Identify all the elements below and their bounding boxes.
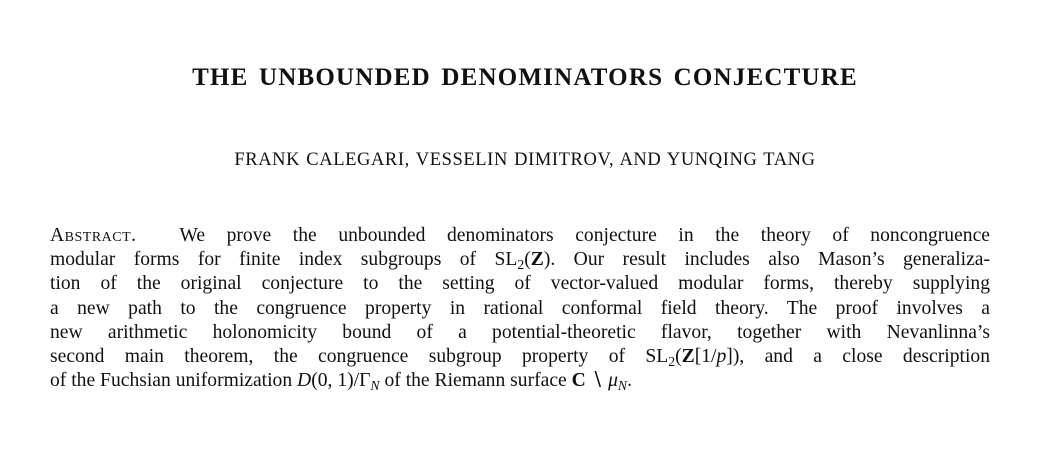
math-d01-gamma-n: D(0, $1)/\Gamma_N$ bbox=[297, 370, 380, 394]
math-sl2z1p: $SL_2(Z[1/p])$ bbox=[645, 346, 740, 370]
abstract-line bbox=[50, 369, 990, 393]
abstract-text: a new path to the congruence property in rational conformal field theory. The proof involves a bbox=[50, 297, 990, 319]
abstract-line bbox=[50, 248, 990, 272]
abstract-line bbox=[50, 297, 990, 321]
paper-authors: FRANK CALEGARI, VESSELIN DIMITROV, AND YUNQING TANG bbox=[234, 150, 816, 170]
abstract-line bbox=[50, 321, 990, 345]
abstract-line bbox=[50, 272, 990, 296]
abstract-text: of the Fuchsian uniformization bbox=[50, 370, 298, 392]
abstract-text: tion of the original conjecture to the setting of vector-valued modular forms, thereby supplying bbox=[50, 273, 990, 295]
abstract-text: . bbox=[627, 370, 632, 392]
abstract-text: modular forms for finite index subgroups of bbox=[50, 249, 495, 271]
paper-abstract bbox=[50, 224, 990, 393]
abstract-label: Abstract. bbox=[50, 225, 137, 246]
abstract-line bbox=[50, 345, 990, 369]
abstract-text: We prove the unbounded denominators conjecture in the theory of noncongruence bbox=[179, 225, 990, 246]
math-sl2z: $SL_2(Z)$ bbox=[494, 249, 551, 273]
math-c-minus-mu-n: C ∖ $\mu_N$ bbox=[571, 370, 628, 394]
abstract-line bbox=[50, 224, 990, 248]
abstract-text: , and a close description bbox=[739, 346, 990, 368]
abstract-text: of the Riemann surface bbox=[379, 370, 572, 392]
paper-title: THE UNBOUNDED DENOMINATORS CONJECTURE bbox=[192, 64, 858, 91]
abstract-text: new arithmetic holonomicity bound of a potential-theoretic flavor, together with Nevanlinna’s bbox=[50, 321, 990, 343]
abstract-text: . Our result includes also Mason’s generaliza- bbox=[550, 249, 990, 271]
abstract-text: second main theorem, the congruence subgroup property of bbox=[50, 346, 646, 368]
